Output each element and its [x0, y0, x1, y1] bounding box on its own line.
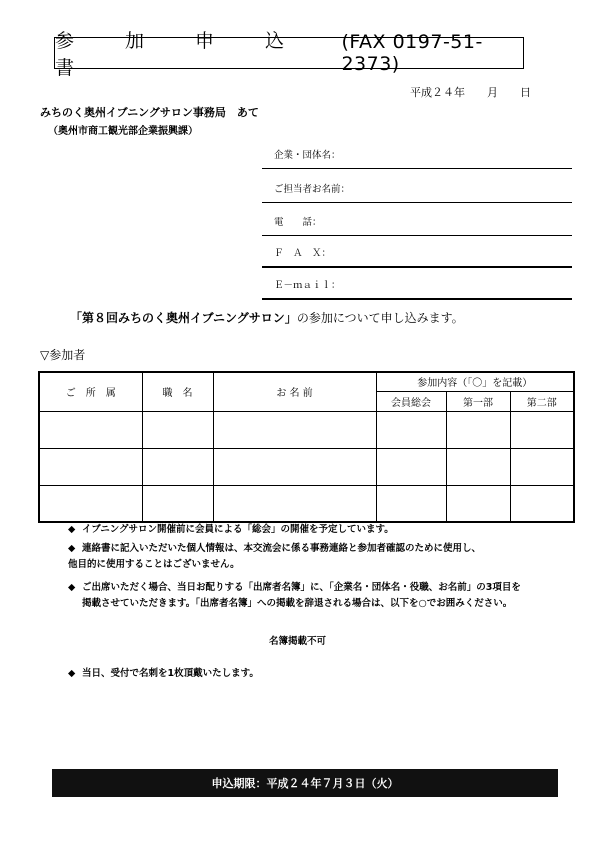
participants-table: [38, 371, 575, 523]
cell-part-one[interactable]: [446, 485, 510, 522]
cell-affiliation[interactable]: [39, 448, 142, 485]
cell-affiliation[interactable]: [39, 411, 142, 448]
form-title: [54, 30, 524, 79]
diamond-bullet-icon: ◆: [68, 668, 76, 679]
intro-rest: の参加について申し込みます。: [296, 311, 464, 325]
deadline-banner: 申込期限：平成２４年７月３日（火）: [52, 769, 558, 797]
note-text: 連絡書に記入いただいた個人情報は、本交流会に係る事務連絡と参加者確認のために使用し、: [82, 543, 482, 554]
cell-name[interactable]: [213, 485, 376, 522]
note-attendee-list: [68, 580, 521, 612]
opt-out-option[interactable]: 名簿掲載不可: [268, 636, 326, 647]
intro-sentence: [70, 309, 464, 326]
phone-field[interactable]: [262, 206, 572, 236]
header-name: お 名 前: [213, 372, 376, 411]
cell-general-meeting[interactable]: [376, 411, 446, 448]
note-text: 掲載させていただきます。「出席者名簿」への掲載を辞退される場合は、以下を○でお囲みください。: [82, 598, 513, 609]
cell-general-meeting[interactable]: [376, 485, 446, 522]
cell-position[interactable]: [142, 448, 213, 485]
table-row: [39, 448, 574, 485]
title-fax-number: (FAX 0197-51-2373): [341, 31, 483, 75]
diamond-bullet-icon: ◆: [68, 582, 76, 593]
email-field[interactable]: [262, 270, 572, 300]
header-part-one: 第一部: [446, 391, 510, 411]
header-affiliation: ご 所 属: [39, 372, 142, 411]
cell-position[interactable]: [142, 411, 213, 448]
note-business-card: [68, 666, 259, 682]
cell-name[interactable]: [213, 448, 376, 485]
phone-label: 電 話：: [274, 216, 322, 228]
cell-general-meeting[interactable]: [376, 448, 446, 485]
department: （奥州市商工観光部企業振興課）: [48, 126, 198, 137]
header-position: 職 名: [142, 372, 213, 411]
cell-part-one[interactable]: [446, 411, 510, 448]
contact-name-label: ご担当者お名前：: [274, 183, 351, 195]
diamond-bullet-icon: ◆: [68, 543, 76, 554]
cell-part-one[interactable]: [446, 448, 510, 485]
email-label: Ｅ－ｍａｉｌ：: [274, 280, 341, 291]
addressee: みちのく奥州イブニングサロン事務局 あて: [40, 106, 259, 119]
note-general-meeting: [68, 522, 394, 538]
cell-part-two[interactable]: [510, 448, 574, 485]
note-text: 当日、受付で名刺を1枚頂戴いたします。: [82, 668, 259, 679]
header-general-meeting: 会員総会: [376, 391, 446, 411]
header-part-two: 第二部: [510, 391, 574, 411]
event-name: 「第８回みちのく奥州イブニングサロン」: [70, 311, 297, 325]
header-participation: 参加内容（「〇」を記載）: [376, 372, 574, 391]
company-label: 企業・団体名：: [274, 149, 341, 161]
company-field[interactable]: [262, 139, 572, 169]
note-text: ご出席いただく場合、当日お配りする「出席者名簿」に、「企業名・団体名・役職、お名前」の3項目を: [82, 582, 521, 593]
table-row: [39, 411, 574, 448]
cell-position[interactable]: [142, 485, 213, 522]
fax-label: Ｆ Ａ Ｘ：: [274, 248, 332, 259]
table-row: [39, 485, 574, 522]
contact-name-field[interactable]: [262, 173, 572, 203]
title-main: 参 加 申 込 書: [55, 30, 336, 79]
cell-part-two[interactable]: [510, 485, 574, 522]
cell-name[interactable]: [213, 411, 376, 448]
cell-part-two[interactable]: [510, 411, 574, 448]
note-privacy: [68, 541, 481, 573]
cell-affiliation[interactable]: [39, 485, 142, 522]
note-text: 他目的に使用することはございません。: [68, 559, 240, 570]
fax-field[interactable]: [262, 238, 572, 268]
diamond-bullet-icon: ◆: [68, 524, 76, 535]
participants-heading: ▽参加者: [40, 348, 86, 362]
note-text: イブニングサロン開催前に会員による「総会」の開催を予定しています。: [82, 524, 394, 535]
date-line: 平成２４年 月 日: [410, 86, 531, 99]
